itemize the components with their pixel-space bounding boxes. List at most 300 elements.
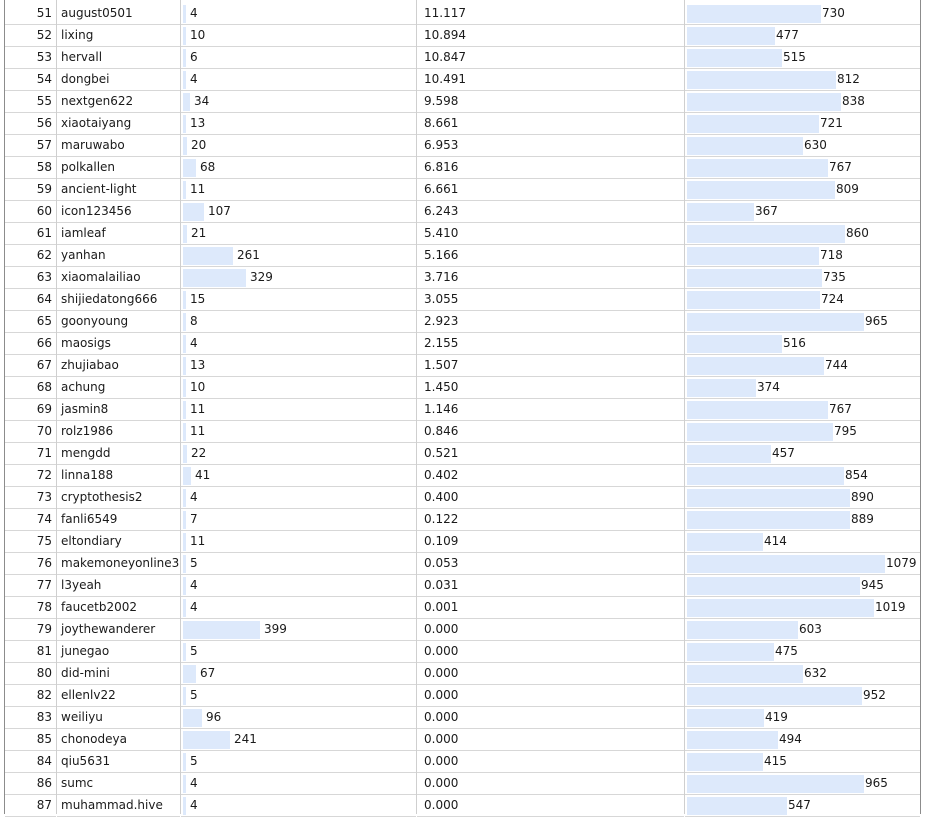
table-row[interactable] — [0, 245, 926, 267]
count-cell — [181, 707, 416, 729]
table-row[interactable] — [0, 575, 926, 597]
row-index-cell — [5, 421, 56, 443]
username: joythewanderer — [61, 622, 156, 636]
value-number: 419 — [765, 710, 788, 724]
value-number: 860 — [846, 226, 869, 240]
table-row[interactable] — [0, 333, 926, 355]
username-cell — [57, 47, 180, 69]
score-value: 0.000 — [424, 776, 459, 790]
score-cell — [417, 289, 684, 311]
value-cell — [685, 531, 920, 553]
score-cell — [417, 531, 684, 553]
row-index: 78 — [36, 600, 52, 614]
count-cell — [181, 641, 416, 663]
table-row[interactable] — [0, 113, 926, 135]
value-cell — [685, 201, 920, 223]
count-bar — [183, 49, 186, 67]
value-cell — [685, 355, 920, 377]
username: maosigs — [61, 336, 111, 350]
score-cell — [417, 487, 684, 509]
table-row[interactable] — [0, 421, 926, 443]
row-index: 62 — [36, 248, 52, 262]
count-value: 41 — [195, 468, 211, 482]
row-index: 69 — [36, 402, 52, 416]
value-bar — [687, 511, 850, 529]
value-bar — [687, 467, 844, 485]
username: muhammad.hive — [61, 798, 163, 812]
row-index-cell — [5, 267, 56, 289]
username-cell — [57, 707, 180, 729]
score-cell — [417, 707, 684, 729]
username-cell — [57, 553, 180, 575]
count-value: 67 — [200, 666, 216, 680]
table-row[interactable] — [0, 223, 926, 245]
username-cell — [57, 399, 180, 421]
score-cell — [417, 201, 684, 223]
value-bar — [687, 203, 754, 221]
username-cell — [57, 421, 180, 443]
count-bar — [183, 181, 186, 199]
score-cell — [417, 377, 684, 399]
table-row[interactable] — [0, 465, 926, 487]
count-value: 5 — [190, 556, 198, 570]
count-value: 399 — [264, 622, 287, 636]
value-bar — [687, 181, 835, 199]
username: weiliyu — [61, 710, 103, 724]
value-number: 494 — [779, 732, 802, 746]
value-cell — [685, 3, 920, 25]
count-value: 6 — [190, 50, 198, 64]
value-bar — [687, 379, 756, 397]
row-index-cell — [5, 619, 56, 641]
score-value: 5.410 — [424, 226, 459, 240]
username-cell — [57, 311, 180, 333]
value-number: 744 — [825, 358, 848, 372]
value-number: 457 — [772, 446, 795, 460]
row-index-cell — [5, 333, 56, 355]
score-value: 3.716 — [424, 270, 459, 284]
username: lixing — [61, 28, 94, 42]
username-cell — [57, 223, 180, 245]
count-value: 4 — [190, 490, 198, 504]
row-index: 59 — [36, 182, 52, 196]
username: did-mini — [61, 666, 110, 680]
table-row[interactable] — [0, 47, 926, 69]
username: xiaomalailiao — [61, 270, 141, 284]
value-number: 812 — [837, 72, 860, 86]
username-cell — [57, 25, 180, 47]
count-cell — [181, 597, 416, 619]
score-cell — [417, 3, 684, 25]
table-row[interactable] — [0, 663, 926, 685]
row-index: 71 — [36, 446, 52, 460]
score-cell — [417, 575, 684, 597]
table-row[interactable] — [0, 201, 926, 223]
row-index: 66 — [36, 336, 52, 350]
value-cell — [685, 773, 920, 795]
value-bar — [687, 577, 860, 595]
count-cell — [181, 47, 416, 69]
value-number: 477 — [776, 28, 799, 42]
value-number: 795 — [834, 424, 857, 438]
value-number: 1079 — [886, 556, 917, 570]
value-bar — [687, 27, 775, 45]
row-index-cell — [5, 773, 56, 795]
score-value: 0.000 — [424, 754, 459, 768]
value-cell — [685, 751, 920, 773]
score-value: 6.661 — [424, 182, 459, 196]
count-value: 4 — [190, 600, 198, 614]
username-cell — [57, 487, 180, 509]
value-number: 767 — [829, 160, 852, 174]
score-cell — [417, 69, 684, 91]
value-number: 724 — [821, 292, 844, 306]
value-bar — [687, 49, 782, 67]
value-bar — [687, 335, 782, 353]
count-value: 8 — [190, 314, 198, 328]
count-bar — [183, 93, 190, 111]
score-cell — [417, 333, 684, 355]
value-bar — [687, 643, 774, 661]
count-value: 7 — [190, 512, 198, 526]
username: makemoneyonline3 — [61, 556, 180, 570]
username-cell — [57, 245, 180, 267]
row-index: 80 — [36, 666, 52, 680]
value-number: 374 — [757, 380, 780, 394]
row-index-cell — [5, 509, 56, 531]
username-cell — [57, 619, 180, 641]
count-cell — [181, 311, 416, 333]
value-number: 1019 — [875, 600, 906, 614]
score-cell — [417, 223, 684, 245]
value-cell — [685, 575, 920, 597]
username-cell — [57, 751, 180, 773]
count-value: 20 — [191, 138, 207, 152]
table-row[interactable] — [0, 619, 926, 641]
count-cell — [181, 619, 416, 641]
count-value: 329 — [250, 270, 273, 284]
row-index: 83 — [36, 710, 52, 724]
count-value: 241 — [234, 732, 257, 746]
count-cell — [181, 377, 416, 399]
username: goonyoung — [61, 314, 129, 328]
score-value: 0.402 — [424, 468, 459, 482]
count-cell — [181, 509, 416, 531]
username-cell — [57, 69, 180, 91]
username: august0501 — [61, 6, 133, 20]
row-index: 68 — [36, 380, 52, 394]
value-number: 718 — [820, 248, 843, 262]
count-bar — [183, 71, 186, 89]
count-cell — [181, 663, 416, 685]
row-index-cell — [5, 531, 56, 553]
row-index-cell — [5, 663, 56, 685]
row-index-cell — [5, 355, 56, 377]
value-bar — [687, 225, 845, 243]
row-index: 64 — [36, 292, 52, 306]
value-number: 516 — [783, 336, 806, 350]
username: polkallen — [61, 160, 116, 174]
score-value: 2.155 — [424, 336, 459, 350]
table-row[interactable] — [0, 3, 926, 25]
value-number: 414 — [764, 534, 787, 548]
count-cell — [181, 3, 416, 25]
username-cell — [57, 135, 180, 157]
count-cell — [181, 69, 416, 91]
count-value: 11 — [190, 402, 206, 416]
value-cell — [685, 113, 920, 135]
count-bar — [183, 753, 186, 771]
score-cell — [417, 421, 684, 443]
row-index: 51 — [36, 6, 52, 20]
score-cell — [417, 311, 684, 333]
username-cell — [57, 443, 180, 465]
count-value: 107 — [208, 204, 231, 218]
table-row[interactable] — [0, 509, 926, 531]
value-bar — [687, 159, 828, 177]
username-cell — [57, 113, 180, 135]
row-index-cell — [5, 25, 56, 47]
table-row[interactable] — [0, 729, 926, 751]
row-index: 77 — [36, 578, 52, 592]
count-bar — [183, 115, 186, 133]
score-value: 0.521 — [424, 446, 459, 460]
count-bar — [183, 203, 204, 221]
table-row[interactable] — [0, 487, 926, 509]
table-row[interactable] — [0, 135, 926, 157]
score-value: 5.166 — [424, 248, 459, 262]
table-row[interactable] — [0, 311, 926, 333]
table-row[interactable] — [0, 641, 926, 663]
row-index: 53 — [36, 50, 52, 64]
value-number: 475 — [775, 644, 798, 658]
username-cell — [57, 773, 180, 795]
count-bar — [183, 269, 246, 287]
value-number: 721 — [820, 116, 843, 130]
username: nextgen622 — [61, 94, 134, 108]
row-index: 76 — [36, 556, 52, 570]
table-row[interactable] — [0, 157, 926, 179]
count-bar — [183, 137, 187, 155]
value-cell — [685, 597, 920, 619]
count-value: 10 — [190, 380, 206, 394]
username-cell — [57, 3, 180, 25]
value-number: 854 — [845, 468, 868, 482]
value-cell — [685, 135, 920, 157]
count-cell — [181, 333, 416, 355]
row-index-cell — [5, 465, 56, 487]
username-cell — [57, 509, 180, 531]
count-bar — [183, 709, 202, 727]
value-bar — [687, 291, 820, 309]
count-cell — [181, 223, 416, 245]
table-row[interactable] — [0, 707, 926, 729]
count-bar — [183, 731, 230, 749]
row-index: 70 — [36, 424, 52, 438]
row-index: 82 — [36, 688, 52, 702]
value-bar — [687, 269, 822, 287]
row-index-cell — [5, 289, 56, 311]
username: mengdd — [61, 446, 111, 460]
value-cell — [685, 421, 920, 443]
row-index-cell — [5, 751, 56, 773]
count-value: 5 — [190, 754, 198, 768]
count-value: 4 — [190, 578, 198, 592]
count-cell — [181, 267, 416, 289]
row-index: 86 — [36, 776, 52, 790]
count-value: 68 — [200, 160, 216, 174]
value-cell — [685, 685, 920, 707]
table-row[interactable] — [0, 179, 926, 201]
score-cell — [417, 773, 684, 795]
score-value: 0.001 — [424, 600, 459, 614]
username: linna188 — [61, 468, 114, 482]
score-value: 6.953 — [424, 138, 459, 152]
table-row[interactable] — [0, 751, 926, 773]
row-index: 57 — [36, 138, 52, 152]
value-cell — [685, 619, 920, 641]
row-index: 72 — [36, 468, 52, 482]
row-index: 65 — [36, 314, 52, 328]
value-bar — [687, 731, 778, 749]
username-cell — [57, 289, 180, 311]
table-row[interactable] — [0, 355, 926, 377]
score-cell — [417, 135, 684, 157]
row-index: 79 — [36, 622, 52, 636]
username: ellenlv22 — [61, 688, 116, 702]
row-index: 60 — [36, 204, 52, 218]
username: cryptothesis2 — [61, 490, 143, 504]
score-cell — [417, 465, 684, 487]
score-value: 6.243 — [424, 204, 459, 218]
table-row[interactable] — [0, 531, 926, 553]
row-index: 58 — [36, 160, 52, 174]
row-index: 73 — [36, 490, 52, 504]
row-index: 55 — [36, 94, 52, 108]
username-cell — [57, 685, 180, 707]
score-cell — [417, 245, 684, 267]
username: achung — [61, 380, 106, 394]
count-bar — [183, 313, 186, 331]
username: chonodeya — [61, 732, 127, 746]
username: maruwabo — [61, 138, 125, 152]
table-row[interactable] — [0, 399, 926, 421]
score-value: 0.109 — [424, 534, 459, 548]
count-bar — [183, 775, 186, 793]
username-cell — [57, 355, 180, 377]
value-number: 515 — [783, 50, 806, 64]
score-value: 0.000 — [424, 666, 459, 680]
count-bar — [183, 159, 196, 177]
username-cell — [57, 377, 180, 399]
value-cell — [685, 267, 920, 289]
value-cell — [685, 69, 920, 91]
value-number: 730 — [822, 6, 845, 20]
row-index-cell — [5, 707, 56, 729]
score-value: 10.847 — [424, 50, 466, 64]
value-cell — [685, 443, 920, 465]
value-bar — [687, 401, 828, 419]
score-value: 3.055 — [424, 292, 459, 306]
score-value: 1.450 — [424, 380, 459, 394]
score-cell — [417, 597, 684, 619]
table-row[interactable] — [0, 685, 926, 707]
table-row[interactable] — [0, 289, 926, 311]
row-index: 61 — [36, 226, 52, 240]
table-row[interactable] — [0, 443, 926, 465]
table-row[interactable] — [0, 773, 926, 795]
row-index-cell — [5, 3, 56, 25]
username-cell — [57, 333, 180, 355]
username: hervall — [61, 50, 103, 64]
value-number: 809 — [836, 182, 859, 196]
row-index-cell — [5, 135, 56, 157]
value-bar — [687, 753, 763, 771]
count-cell — [181, 289, 416, 311]
row-index-cell — [5, 245, 56, 267]
score-value: 6.816 — [424, 160, 459, 174]
score-value: 8.661 — [424, 116, 459, 130]
value-bar — [687, 533, 763, 551]
count-value: 4 — [190, 776, 198, 790]
score-cell — [417, 619, 684, 641]
value-cell — [685, 157, 920, 179]
row-index-cell — [5, 597, 56, 619]
table-row[interactable] — [0, 69, 926, 91]
value-number: 367 — [755, 204, 778, 218]
score-cell — [417, 157, 684, 179]
score-value: 0.053 — [424, 556, 459, 570]
username: jasmin8 — [61, 402, 109, 416]
score-cell — [417, 553, 684, 575]
value-cell — [685, 487, 920, 509]
count-bar — [183, 555, 186, 573]
count-bar — [183, 27, 186, 45]
row-index-cell — [5, 47, 56, 69]
value-bar — [687, 665, 803, 683]
row-index: 67 — [36, 358, 52, 372]
value-cell — [685, 707, 920, 729]
username-cell — [57, 531, 180, 553]
row-index: 81 — [36, 644, 52, 658]
table-row[interactable] — [0, 377, 926, 399]
score-cell — [417, 113, 684, 135]
score-cell — [417, 355, 684, 377]
value-bar — [687, 357, 824, 375]
value-cell — [685, 663, 920, 685]
count-bar — [183, 511, 186, 529]
table-row[interactable] — [0, 553, 926, 575]
count-bar — [183, 247, 233, 265]
value-cell — [685, 333, 920, 355]
score-cell — [417, 179, 684, 201]
username: rolz1986 — [61, 424, 114, 438]
table-row[interactable] — [0, 267, 926, 289]
table-row[interactable] — [0, 91, 926, 113]
value-bar — [687, 555, 885, 573]
value-cell — [685, 377, 920, 399]
count-cell — [181, 91, 416, 113]
count-bar — [183, 577, 186, 595]
value-bar — [687, 709, 764, 727]
value-bar — [687, 445, 771, 463]
score-value: 0.000 — [424, 798, 459, 812]
value-number: 735 — [823, 270, 846, 284]
count-value: 10 — [190, 28, 206, 42]
table-row[interactable] — [0, 597, 926, 619]
table-row[interactable] — [0, 25, 926, 47]
row-index: 74 — [36, 512, 52, 526]
